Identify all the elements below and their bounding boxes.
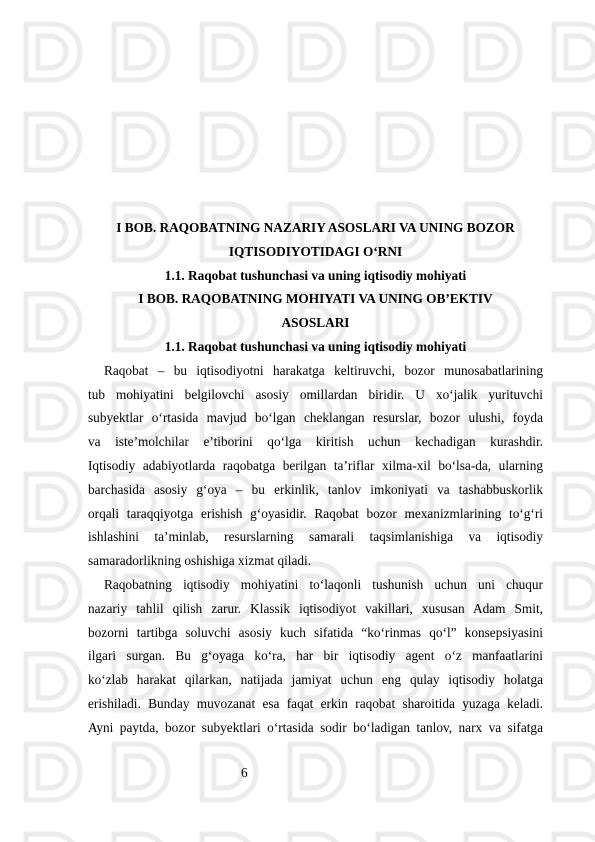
paragraph-line: Ayni paytda, bozor subyektlari o‘rtasida sodir bo‘ladigan tanlov, narx va sifatga: [88, 719, 543, 735]
page-number: 6: [241, 765, 248, 780]
chapter-heading-line: IQTISODIYOTIDAGI O‘RNI: [228, 243, 403, 259]
paragraph-line: Raqobat – bu iqtisodiyotni harakatga keltiruvchi, bozor munosabatlarining: [104, 362, 543, 378]
paragraph: [88, 359, 543, 573]
chapter-heading-line: I BOB. RAQOBATNING MOHIYATI VA UNING OB’EKTIV: [138, 291, 493, 307]
paragraph-line: Raqobatning iqtisodiy mohiyatini to‘laqonli tushunish uchun uni chuqur: [104, 576, 543, 592]
paragraph-line: subyektlar o‘rtasida mavjud bo‘lgan cheklangan resurslar, bozor ulushi, foyda: [88, 410, 543, 426]
chapter-heading-line: I BOB. RAQOBATNING NAZARIY ASOSLARI VA UNING BOZOR: [116, 220, 515, 235]
section-heading: 1.1. Raqobat tushunchasi va uning iqtisodiy mohiyati: [164, 267, 467, 283]
section-heading: 1.1. Raqobat tushunchasi va uning iqtisodiy mohiyati: [164, 338, 467, 354]
paragraph-line: barchasida asosiy g‘oya – bu erkinlik, tanlov imkoniyati va tashabbuskorlik: [88, 481, 543, 497]
paragraph-line: va iste’molchilar e’tiborini qo‘lga kiritish uchun kechadigan kurashdir.: [88, 434, 543, 450]
paragraph-line: tub mohiyatini belgilovchi asosiy omillardan biridir. U xo‘jalik yurituvchi: [88, 386, 543, 402]
paragraph-line: orqali taraqqiyotga erishish g‘oyasidir. Raqobat bozor mexanizmlarining to‘g‘ri: [88, 505, 543, 521]
chapter-heading-line: ASOSLARI: [281, 315, 350, 331]
paragraph-line: ilgari surgan. Bu g‘oyaga ko‘ra, har bir iqtisodiy agent o‘z manfaatlarini: [88, 648, 543, 664]
paragraph-line: Iqtisodiy adabiyotlarda raqobatga berilgan ta’riflar xilma-xil bo‘lsa-da, ularning: [88, 457, 543, 473]
paragraph: [88, 573, 543, 740]
document-body: [88, 216, 543, 740]
paragraph-line: ko‘zlab harakat qilarkan, natijada jamiyat uchun eng qulay iqtisodiy holatga: [88, 672, 543, 688]
paragraph-line: bozorni tartibga soluvchi asosiy kuch sifatida “ko‘rinmas qo‘l” konsepsiyasini: [88, 624, 543, 640]
paragraph-line: ishlashini ta’minlab, resurslarning samarali taqsimlanishiga va iqtisodiy: [88, 529, 543, 545]
paragraph-line: nazariy tahlil qilish zarur. Klassik iqtisodiyot vakillari, xususan Adam Smit,: [88, 600, 543, 616]
paragraph-line: samaradorlikning oshishiga xizmat qiladi.: [88, 553, 312, 569]
paragraph-line: erishiladi. Bunday muvozanat esa faqat erkin raqobat sharoitida yuzaga keladi.: [88, 695, 543, 711]
